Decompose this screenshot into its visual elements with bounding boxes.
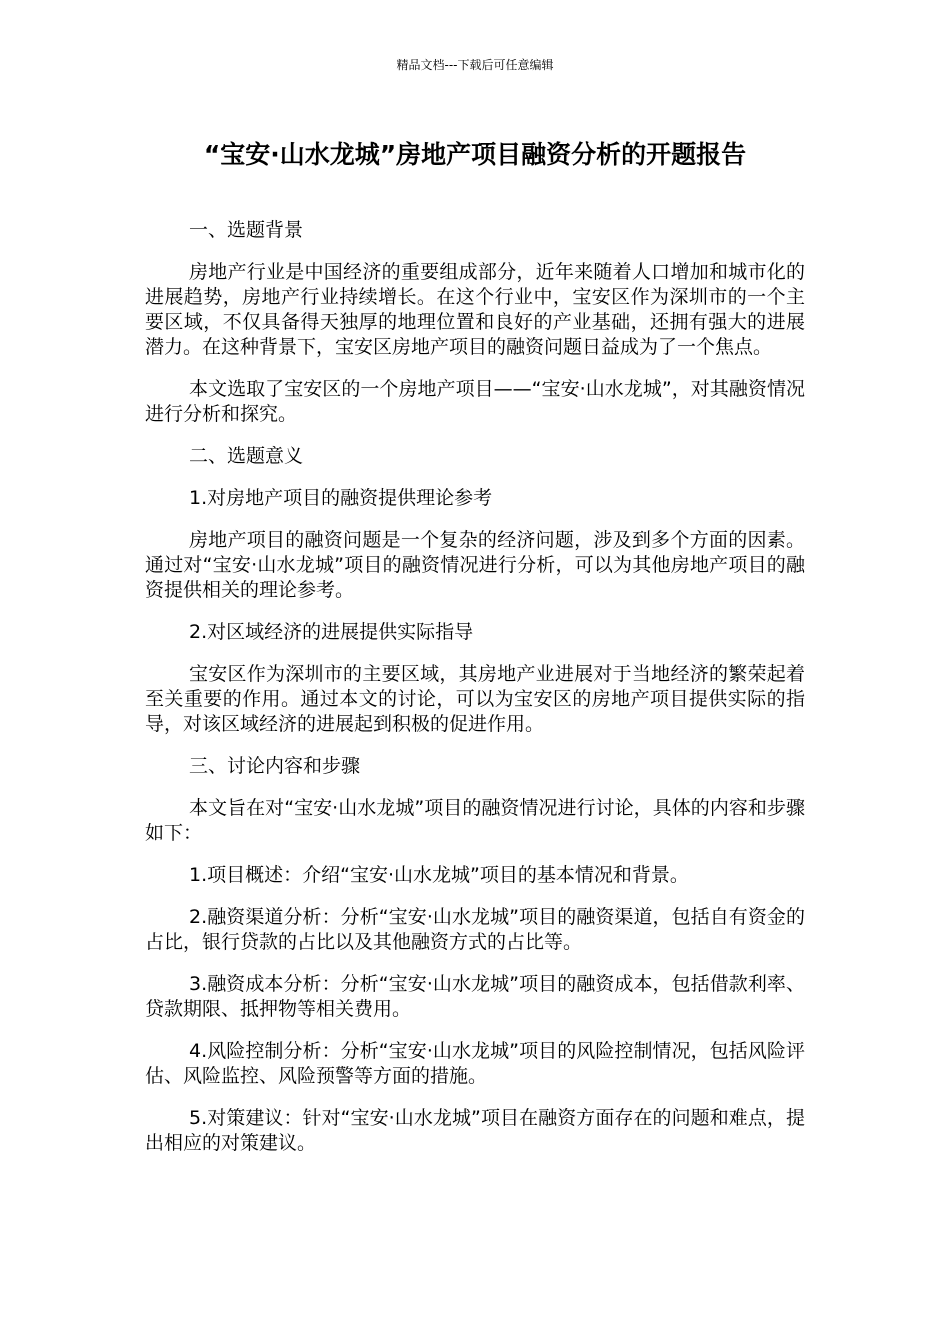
paragraph-practical-guidance: 宝安区作为深圳市的主要区域，其房地产业进展对于当地经济的繁荣起着至关重要的作用。通过本文的讨论，可以为宝安区的房地产项目提供实际的指导，对该区域经济的进展起到积极的促进作用。 <box>145 663 805 735</box>
paragraph-background-1: 房地产行业是中国经济的重要组成部分，近年来随着人口增加和城市化的进展趋势，房地产行业持续增长。在这个行业中，宝安区作为深圳市的一个主要区域，不仅具备得天独厚的地理位置和良好的产业基础，还拥有强大的进展潜力。在这种背景下，宝安区房地产项目的融资问题日益成为了一个焦点。 <box>145 261 805 358</box>
subheading-practical-guidance: 2.对区域经济的进展提供实际指导 <box>189 621 474 643</box>
document-title: “宝安·山水龙城”房地产项目融资分析的开题报告 <box>203 140 747 169</box>
paragraph-theory-reference: 房地产项目的融资问题是一个复杂的经济问题，涉及到多个方面的因素。通过对“宝安·山水龙城”项目的融资情况进行分析，可以为其他房地产项目的融资提供相关的理论参考。 <box>145 529 805 601</box>
paragraph-background-2: 本文选取了宝安区的一个房地产项目——“宝安·山水龙城”，对其融资情况进行分析和探究。 <box>145 378 805 425</box>
header-note: 精品文档---下载后可任意编辑 <box>396 58 554 72</box>
section-heading-content-steps: 三、讨论内容和步骤 <box>189 755 361 777</box>
list-item-overview: 1.项目概述：介绍“宝安·山水龙城”项目的基本情况和背景。 <box>189 864 689 886</box>
list-item-risk-control: 4.风险控制分析：分析“宝安·山水龙城”项目的风险控制情况，包括风险评估、风险监控、风险预警等方面的措施。 <box>145 1040 805 1087</box>
paragraph-content-intro: 本文旨在对“宝安·山水龙城”项目的融资情况进行讨论，具体的内容和步骤如下： <box>145 797 805 844</box>
section-heading-significance: 二、选题意义 <box>189 445 304 467</box>
list-item-financing-cost: 3.融资成本分析：分析“宝安·山水龙城”项目的融资成本，包括借款利率、贷款期限、抵押物等相关费用。 <box>145 973 805 1020</box>
list-item-financing-channels: 2.融资渠道分析：分析“宝安·山水龙城”项目的融资渠道，包括自有资金的占比，银行贷款的占比以及其他融资方式的占比等。 <box>145 906 805 953</box>
subheading-theory-reference: 1.对房地产项目的融资提供理论参考 <box>189 487 493 509</box>
list-item-suggestions: 5.对策建议：针对“宝安·山水龙城”项目在融资方面存在的问题和难点，提出相应的对策建议。 <box>145 1107 805 1154</box>
document-body <box>145 218 805 1173</box>
section-heading-background: 一、选题背景 <box>189 219 304 241</box>
